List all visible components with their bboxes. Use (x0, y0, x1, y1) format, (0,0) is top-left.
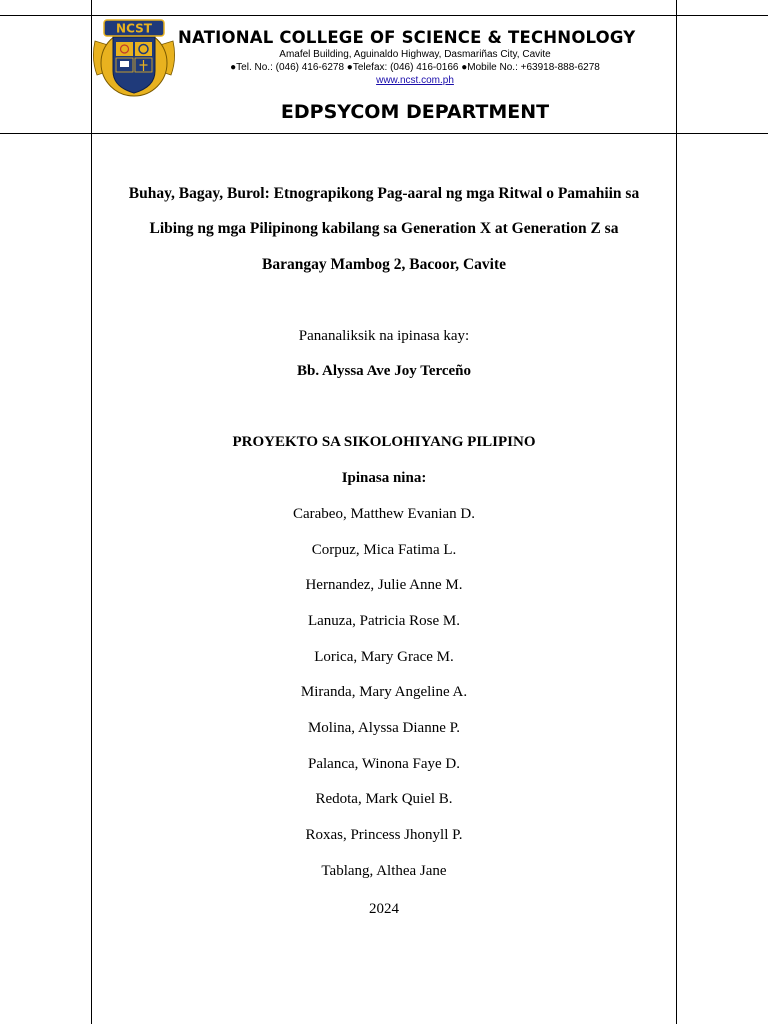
member-name: Palanca, Winona Faye D. (308, 756, 460, 772)
member-name: Hernandez, Julie Anne M. (305, 577, 463, 593)
member-name: Redota, Mark Quiel B. (315, 791, 453, 807)
submitted-by-label: Ipinasa nina: (341, 470, 427, 486)
member-name: Roxas, Princess Jhonyll P. (305, 827, 463, 843)
year: 2024 (369, 901, 399, 917)
top-rule (0, 15, 768, 16)
website-link[interactable]: www.ncst.com.ph (376, 75, 454, 86)
member-name: Carabeo, Matthew Evanian D. (292, 506, 476, 522)
project-title: PROYEKTO SA SIKOLOHIYANG PILIPINO (232, 434, 536, 450)
college-address: Amafel Building, Aguinaldo Highway, Dasmariñas City, Cavite (279, 49, 551, 60)
member-name: Tablang, Althea Jane (321, 863, 447, 879)
college-contact: ●Tel. No.: (046) 416-6278 ●Telefax: (046) 416-0166 ●Mobile No.: +63918-888-6278 (230, 62, 600, 73)
title-line-2: Libing ng mga Pilipinong kabilang sa Generation X at Generation Z sa (149, 220, 619, 237)
submitted-to-label: Pananaliksik na ipinasa kay: (298, 328, 470, 344)
member-name: Miranda, Mary Angeline A. (300, 684, 468, 700)
member-name: Corpuz, Mica Fatima L. (311, 542, 457, 558)
submitted-to-name: Bb. Alyssa Ave Joy Terceño (296, 363, 472, 379)
department-name: EDPSYCOM DEPARTMENT (280, 101, 550, 123)
header-bottom-rule (0, 133, 768, 134)
title-line-3: Barangay Mambog 2, Bacoor, Cavite (262, 256, 506, 273)
college-name: NATIONAL COLLEGE OF SCIENCE & TECHNOLOGY (178, 28, 636, 47)
member-name: Lorica, Mary Grace M. (314, 649, 454, 665)
right-border-line (676, 0, 677, 1024)
title-line-1: Buhay, Bagay, Burol: Etnograpikong Pag-aaral ng mga Ritwal o Pamahiin sa (128, 185, 640, 202)
logo-text: NCST (116, 21, 152, 36)
member-name: Molina, Alyssa Dianne P. (307, 720, 461, 736)
member-name: Lanuza, Patricia Rose M. (307, 613, 461, 629)
